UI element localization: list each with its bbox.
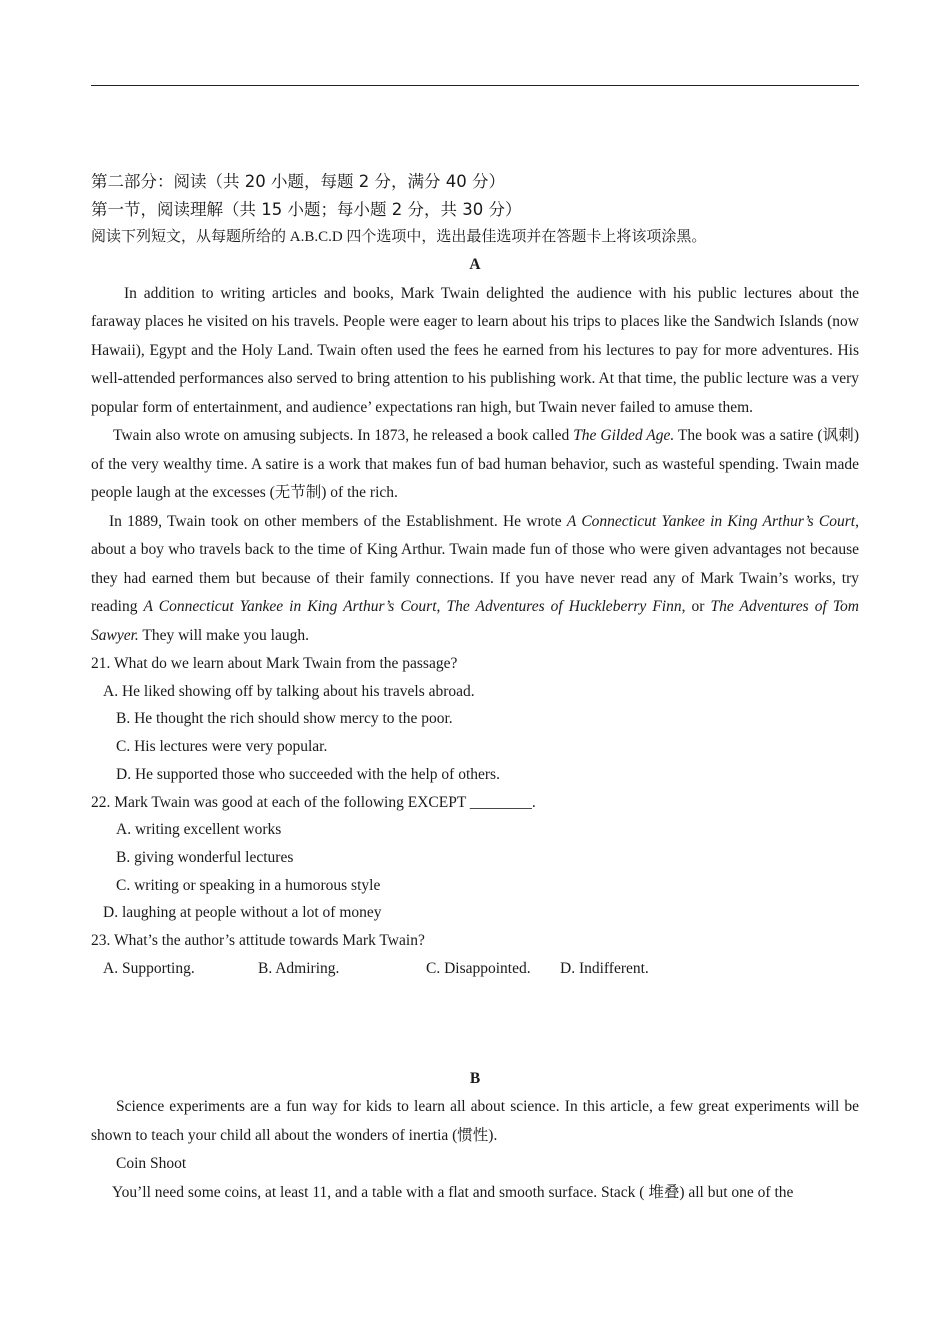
question-23-stem: 23. What’s the author’s attitude towards Mark Twain? xyxy=(91,932,425,950)
book-title-connecticut-yankee-2: A Connecticut Yankee in King Arthur’s Court xyxy=(143,598,437,615)
passage-b-paragraph-1: Science experiments are a fun way for kids to learn all about science. In this article, a few great experiments will be shown to teach your child all about the wonders of inertia (惯性). xyxy=(91,1098,859,1144)
p3-text-before: In 1889, Twain took on other members of the Establishment. He wrote xyxy=(109,512,567,530)
passage-a-paragraph-2 xyxy=(91,422,859,508)
p3-sep-2: , or xyxy=(681,598,711,615)
book-title-tom-sawyer: The Adventures of Tom Sawyer. xyxy=(91,598,859,644)
question-23-option-c: C. Disappointed. xyxy=(426,959,531,977)
question-21-option-b: B. He thought the rich should show mercy to the poor. xyxy=(116,710,453,728)
question-21-option-a: A. He liked showing off by talking about his travels abroad. xyxy=(103,682,475,700)
passage-b-paragraph-2: You’ll need some coins, at least 11, and a table with a flat and smooth surface. Stack ( 堆叠) all but one of the xyxy=(112,1183,794,1201)
question-22-option-a: A. writing excellent works xyxy=(116,821,282,839)
instructions: 阅读下列短文，从每题所给的 A.B.C.D 四个选项中，选出最佳选项并在答题卡上将该项涂黑。 xyxy=(91,229,707,245)
question-23-options xyxy=(91,955,859,983)
passage-a-paragraph-3 xyxy=(91,508,859,651)
p3-text-end: They will make you laugh. xyxy=(138,626,309,644)
passage-b-label: B xyxy=(469,1069,481,1087)
passage-a-paragraph-1: In addition to writing articles and books, Mark Twain delighted the audience with his public lectures about the faraway places he visited on his travels. People were eager to learn about his trips to places like the Sandwich Islands (now Hawaii), Egypt and the Holy Land. Twain often used the fees he earned from his lectures to pay for more adventures. His well-attended performances also served to bring attention to his publishing work. At that time, the public lecture was a very popular form of entertainment, and audience’ expectations ran high, but Twain never failed to amuse them. xyxy=(91,284,859,416)
question-23-option-b: B. Admiring. xyxy=(258,959,340,977)
page-content xyxy=(91,168,859,1207)
section-gap xyxy=(91,983,859,1065)
book-title-connecticut-yankee: A Connecticut Yankee in King Arthur’s Court xyxy=(566,512,856,530)
question-22-option-d: D. laughing at people without a lot of money xyxy=(103,904,382,922)
passage-b-subheading: Coin Shoot xyxy=(116,1155,187,1173)
p3-text-mid: , about a boy who travels back to the time of King Arthur. Twain made fun of those who were given advantages not because they had earned them but because of their family connections. If you have never read any of Mark Twain’s works, try reading xyxy=(91,512,859,615)
question-21-stem: 21. What do we learn about Mark Twain from the passage? xyxy=(91,655,458,672)
p2-text-after: The book was a satire (讽刺) of the very wealthy time. A satire is a work that makes fun of bad human behavior, such as wasteful spending. Twain made people laugh at the excesses (无节制) of the rich. xyxy=(91,427,859,501)
question-22-stem: 22. Mark Twain was good at each of the following EXCEPT ________. xyxy=(91,793,536,811)
subsection-heading: 第一节，阅读理解（共 15 小题；每小题 2 分，共 30 分） xyxy=(91,200,522,219)
question-23-option-d: D. Indifferent. xyxy=(560,959,649,977)
part-heading: 第二部分：阅读（共 20 小题，每题 2 分，满分 40 分） xyxy=(91,172,505,191)
book-title-gilded-age: The Gilded Age. xyxy=(573,427,675,444)
question-21-option-c: C. His lectures were very popular. xyxy=(116,738,328,756)
question-23-option-a: A. Supporting. xyxy=(103,959,195,977)
question-22-option-c: C. writing or speaking in a humorous style xyxy=(116,876,381,894)
p2-text-before: Twain also wrote on amusing subjects. In 1873, he released a book called xyxy=(113,427,574,444)
question-22-option-b: B. giving wonderful lectures xyxy=(116,848,294,866)
passage-a-label: A xyxy=(469,256,481,273)
p3-sep-1: , xyxy=(436,598,447,615)
question-21-option-d: D. He supported those who succeeded with the help of others. xyxy=(116,765,500,783)
header-rule xyxy=(91,85,859,86)
book-title-huckleberry-finn: The Adventures of Huckleberry Finn xyxy=(446,598,682,615)
